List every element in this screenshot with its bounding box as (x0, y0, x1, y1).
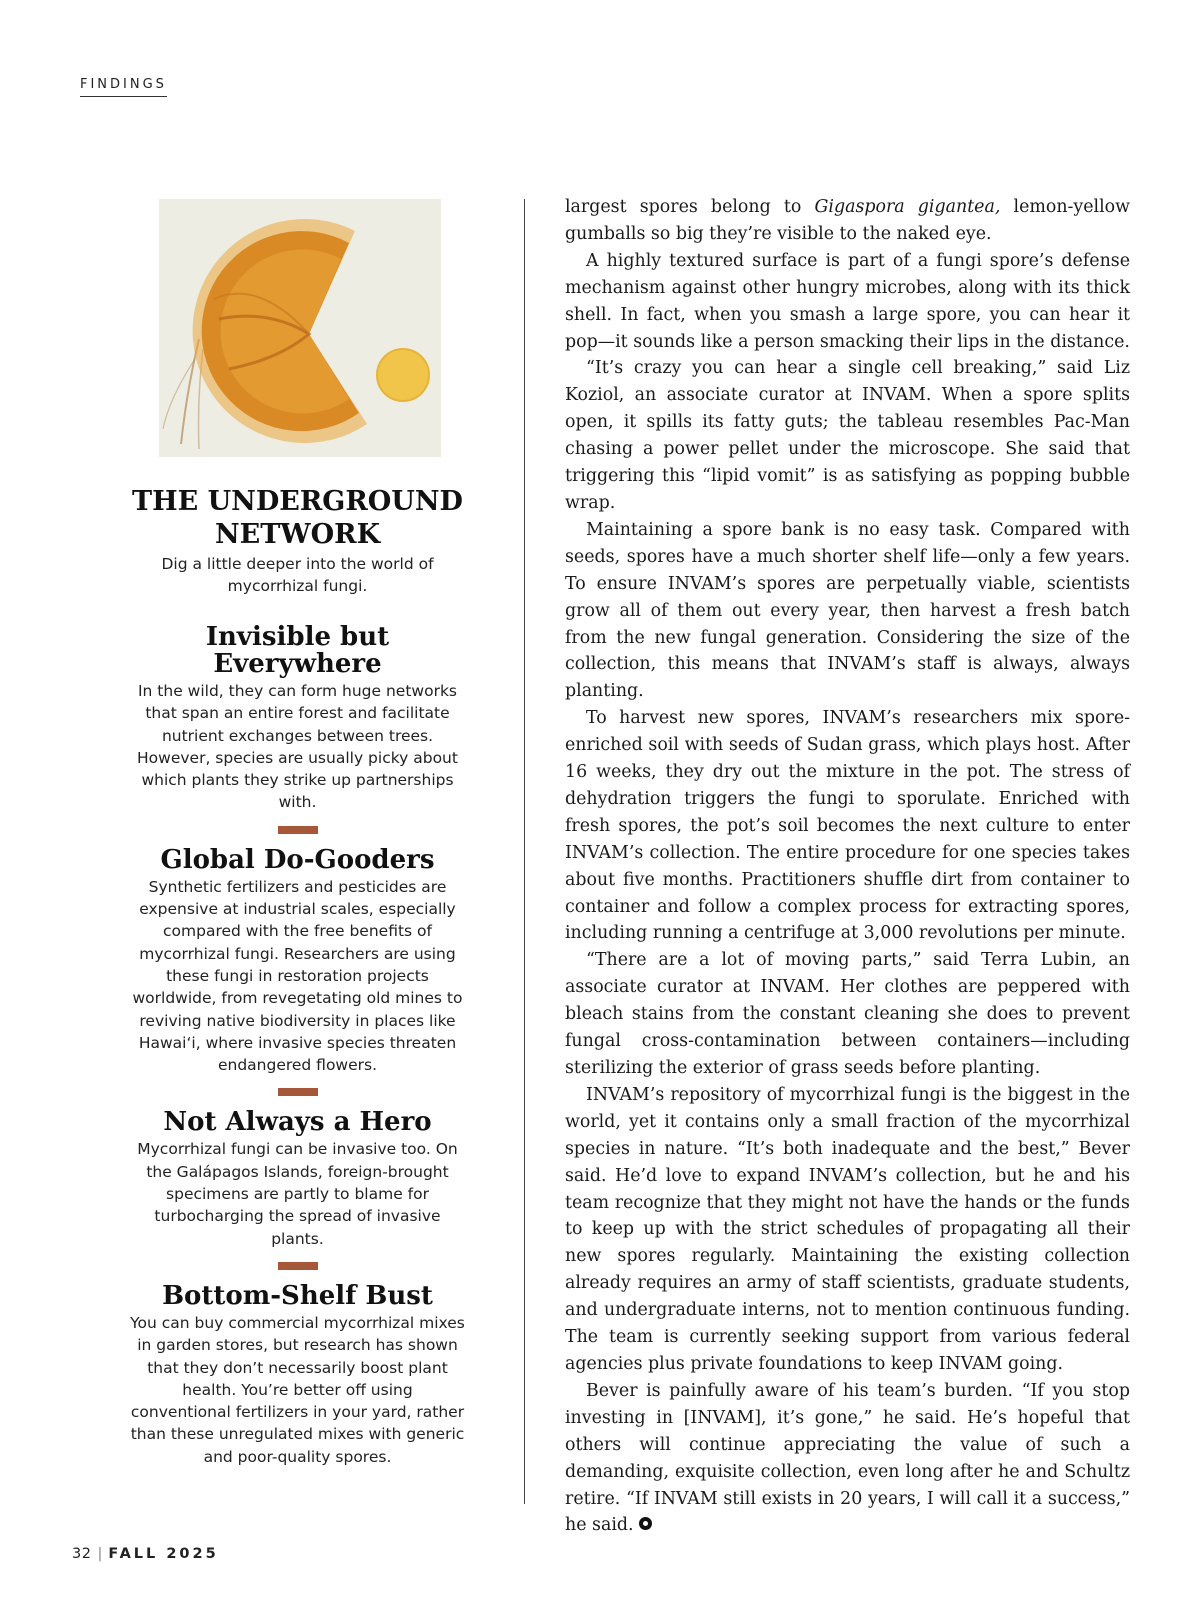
sidebar-body: Mycorrhizal fungi can be invasive too. On the Galápagos Islands, foreign-brought specimens are partly to blame for turbocharging the spread of invasive plants. (137, 1140, 458, 1248)
spore-photo (159, 199, 441, 457)
article-paragraph: To harvest new spores, INVAM’s researchers mix spore-enriched soil with seeds of Sudan grass, which plays host. After 16 weeks, they dry out the mixture in the pot. The stress of dehydration triggers the fungi to sporulate. Enriched with fresh spores, the pot’s soil becomes the next culture to enter INVAM’s collection. The entire procedure for one species takes about five months. Practitioners shuffle dirt from container to container and follow a complex process for extracting spores, including running a centrifuge at 3,000 revolutions per minute. (565, 708, 1130, 944)
sidebar-block (130, 1280, 465, 1468)
end-mark-icon (639, 1517, 652, 1530)
sidebar-body: Synthetic fertilizers and pesticides are expensive at industrial scales, especially compared with the free benefits of mycorrhizal fungi. Researchers are using these fungi in restoration projects worldwide, from revegetating old mines to reviving native biodiversity in places like Hawai‘i, where invasive species threaten endangered flowers. (132, 877, 463, 1075)
species-name: Gigaspora gigantea, (814, 197, 1001, 217)
article-paragraph: A highly textured surface is part of a fungi spore’s defense mechanism against other hungry microbes, along with its thick shell. In fact, when you smash a large spore, you can hear it pop—it sounds like a person smacking their lips in the distance. (565, 250, 1130, 352)
sidebar-heading: Not Always a Hero (163, 1107, 432, 1138)
sidebar-block (130, 844, 465, 1077)
issue-label: FALL 2025 (108, 1546, 219, 1562)
article-paragraph: largest spores belong to Gigaspora gigantea, lemon-yellow gumballs so big they’re visible to the naked eye. (565, 197, 1131, 244)
article-paragraph: INVAM’s repository of mycorrhizal fungi is the biggest in the world, yet it contains only a small fraction of the mycorrhizal species in nature. “It’s both inadequate and the best,” Bever said. He’d love to expand INVAM’s collection, but he and his team recognize that they might not have the hands or the funds to keep up with the strict schedules of propagating all their new spores regularly. Maintaining the existing collection already requires an army of staff scientists, graduate students, and undergraduate interns, not to mention continuous funding. The team is currently seeking support from various federal agencies plus private foundations to keep INVAM going. (565, 1084, 1130, 1374)
sidebar (130, 485, 465, 1468)
sidebar-body: In the wild, they can form huge networks that span an entire forest and facilitate nutrient exchanges between trees. However, species are usually picky about which plants they strike up partnerships with. (137, 682, 458, 812)
article-paragraph: “There are a lot of moving parts,” said Terra Lubin, an associate curator at INVAM. Her clothes are peppered with bleach stains from the constant cleaning she does to prevent fungal cross-contamination between containers—including sterilizing the exterior of grass seeds before planting. (565, 950, 1130, 1078)
sidebar-body: You can buy commercial mycorrhizal mixes in garden stores, but research has shown that they don’t necessarily boost plant health. You’re better off using conventional fertilizers in your yard, rather than these unregulated mixes with generic and poor-quality spores. (130, 1313, 465, 1466)
sidebar-intro: Dig a little deeper into the world of mycorrhizal fungi. (161, 555, 434, 595)
spore-illustration (159, 199, 441, 457)
footer-separator: | (97, 1546, 103, 1562)
article-paragraph: “It’s crazy you can hear a single cell breaking,” said Liz Koziol, an associate curator at INVAM. When a spore splits open, it spills its fatty guts; the tableau resembles Pac-Man chasing a power pellet under the microscope. She said that triggering this “lipid vomit” is as satisfying as popping bubble wrap. (565, 358, 1130, 513)
sidebar-heading: Bottom-Shelf Bust (162, 1280, 433, 1311)
article-paragraph: Bever is painfully aware of his team’s burden. “If you stop investing in [INVAM], it’s gone,” he said. He’s hopeful that others will continue appreciating the value of such a demanding, exquisite collection, even long after he and Schultz retire. “If INVAM still exists in 20 years, I will call it a success,” he said. (565, 1380, 1130, 1536)
page-number: 32 (72, 1546, 92, 1562)
page-footer (72, 1546, 219, 1562)
article-paragraph: Maintaining a spore bank is no easy task. Compared with seeds, spores have a much shorter shelf life—only a few years. To ensure INVAM’s spores are perpetually viable, scientists grow all of them out every year, then harvest a fresh batch from the new fungal generation. Considering the size of the collection, this means that INVAM’s staff is always, always planting. (565, 519, 1130, 702)
sidebar-heading: Invisible but Everywhere (205, 622, 390, 679)
sidebar-block (130, 624, 465, 814)
sidebar-divider (278, 1262, 318, 1270)
sidebar-divider (278, 1088, 318, 1096)
sidebar-block (130, 1109, 465, 1249)
article-body (565, 194, 1130, 1539)
sidebar-title: THE UNDERGROUND NETWORK (132, 486, 463, 550)
sidebar-divider (278, 826, 318, 834)
column-rule (524, 199, 525, 1504)
section-label: FINDINGS (80, 77, 167, 97)
sidebar-heading: Global Do-Gooders (160, 844, 435, 875)
